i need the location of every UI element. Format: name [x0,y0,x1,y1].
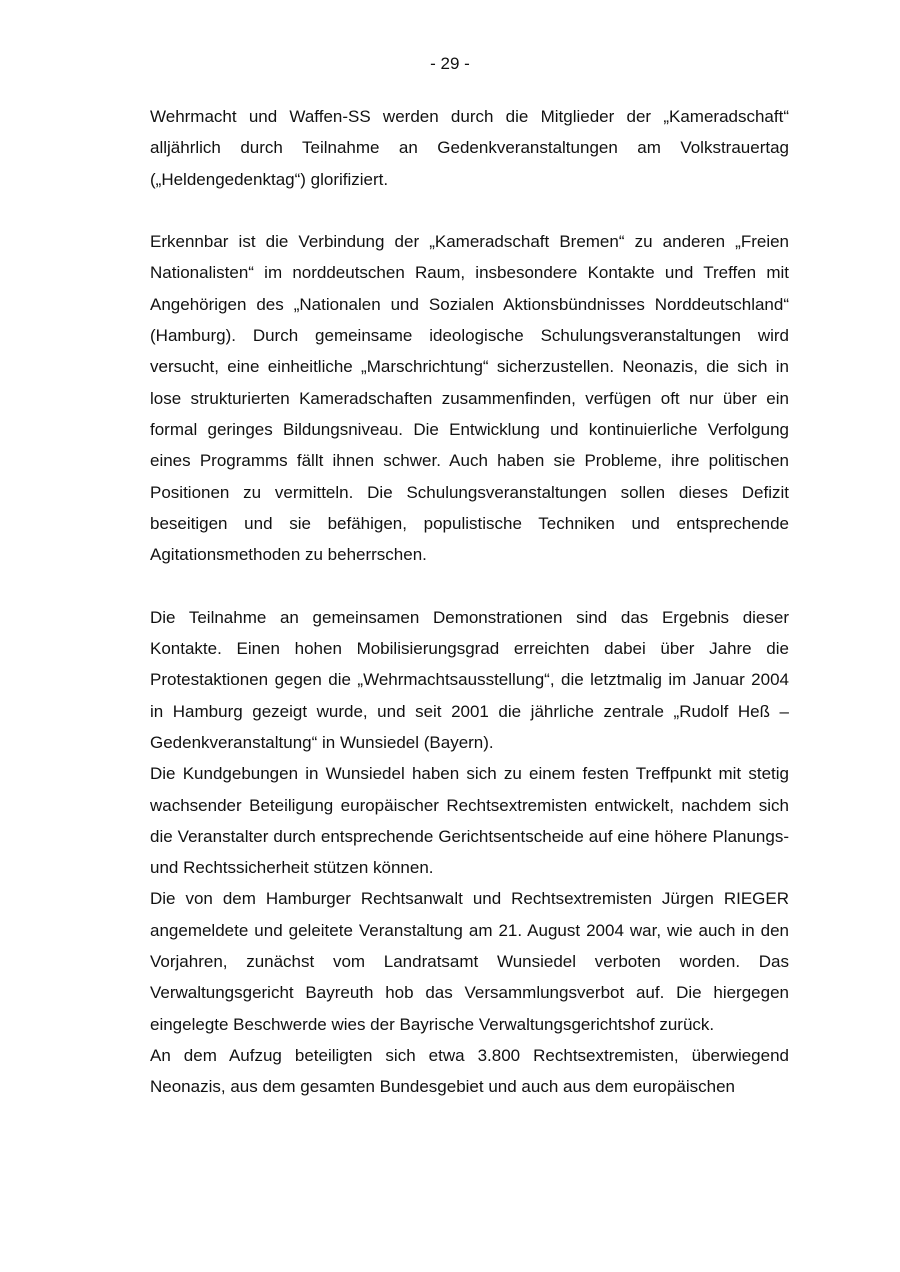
page-number: - 29 - [430,54,470,73]
document-body [150,101,789,1103]
paragraph-wehrmacht-glorification: Wehrmacht und Waffen-SS werden durch die Mitglieder der „Kameradschaft“ alljährlich durch Teilnahme an Gedenkveranstaltungen am Volkstrauertag („Heldengedenktag“) glorifiziert. [150,107,789,189]
paragraph-kameradschaft-bremen: Erkennbar ist die Verbindung der „Kameradschaft Bremen“ zu anderen „Freien Nationalisten“ im norddeutschen Raum, insbesondere Kontakte und Treffen mit Angehörigen des „Nationalen und Sozialen Aktionsbündnisses Norddeutschland“ (Hamburg). Durch gemeinsame ideologische Schulungsveranstaltungen wird versucht, eine einheitliche „Marschrichtung“ sicherzustellen. Neonazis, die sich in lose strukturierten Kameradschaften zusammenfinden, verfügen oft nur über ein formal geringes Bildungsniveau. Die Entwicklung und kontinuierliche Verfolgung eines Programms fällt ihnen schwer. Auch haben sie Probleme, ihre politischen Positionen zu vermitteln. Die Schulungsveranstaltungen sollen dieses Defizit beseitigen und sie befähigen, populistische Techniken und entsprechende Agitationsmethoden zu beherrschen. [150,232,789,565]
paragraph-demonstrations: Die Teilnahme an gemeinsamen Demonstrationen sind das Ergebnis dieser Kontakte. Einen hohen Mobilisierungsgrad erreichten dabei über Jahre die Protestaktionen gegen die „Wehrmachtsausstellung“, die letztmalig im Januar 2004 in Hamburg gezeigt wurde, und seit 2001 die jährliche zentrale „Rudolf Heß – Gedenkveranstaltung“ in Wunsiedel (Bayern). [150,607,789,752]
paragraph-participants: An dem Aufzug beteiligten sich etwa 3.800 Rechtsextremisten, überwiegend Neonazis, aus dem gesamten Bundesgebiet und auch aus dem europäischen [150,1045,789,1097]
paragraph-wunsiedel-rallies: Die Kundgebungen in Wunsiedel haben sich zu einem festen Treffpunkt mit stetig wachsender Beteiligung europäischer Rechtsextremisten entwickelt, nachdem sich die Veranstalter durch entsprechende Gerichtsentscheide auf eine höhere Planungs- und Rechtssicherheit stützen können. [150,764,789,878]
paragraph-rieger-event: Die von dem Hamburger Rechtsanwalt und Rechtsextremisten Jürgen RIEGER angemeldete und geleitete Veranstaltung am 21. August 2004 war, wie auch in den Vorjahren, zunächst vom Landratsamt Wunsiedel verboten worden. Das Verwaltungsgericht Bayreuth hob das Versammlungsverbot auf. Die hiergegen eingelegte Beschwerde wies der Bayrische Verwaltungsgerichtshof zurück. [150,889,789,1034]
